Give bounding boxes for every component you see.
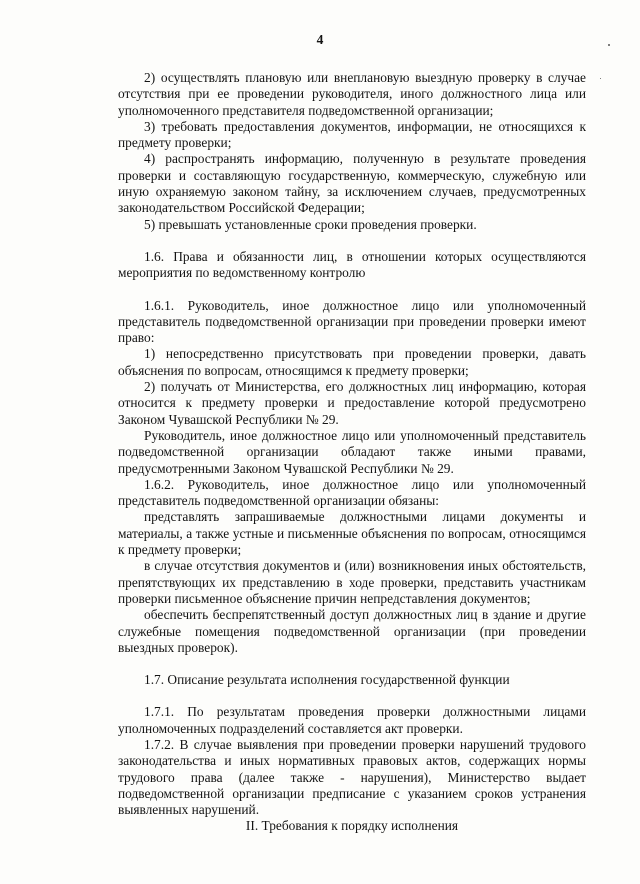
- paragraph-right-2: 2) получать от Министерства, его должностных лиц информацию, которая относится к предмету проверки и предоставление которой предусмотрено Законом Чувашской Республики № 29.: [118, 379, 586, 427]
- paragraph-item-2: 2) осуществлять плановую или внеплановую выездную проверку в случае отсутствия при ее проведении руководителя, иного должностного лица или уполномоченного представителя подведомственной организации;: [118, 70, 586, 118]
- page-number: 4: [316, 32, 324, 47]
- paragraph-right-1: 1) непосредственно присутствовать при проведении проверки, давать объяснения по вопросам, относящимся к предмету проверки;: [118, 346, 586, 378]
- paragraph-1-7-2: 1.7.2. В случае выявления при проведении проверки нарушений трудового законодательства и иных нормативных правовых актов, содержащих нормы трудового права (далее также - нарушения), Министерство выдает подведомственной организации предписание с указанием сроков устранения выявленных нарушений.: [118, 736, 586, 818]
- paragraph-item-5: 5) превышать установленные сроки проведения проверки.: [144, 216, 477, 232]
- document-body: [118, 70, 586, 835]
- paragraph-1-6-2: 1.6.2. Руководитель, иное должностное лицо или уполномоченный представитель подведомственной организации обязаны:: [118, 476, 586, 509]
- chapter-heading-ii: II. Требования к порядку исполнения: [245, 818, 459, 834]
- scan-speck: [600, 78, 601, 79]
- paragraph-duty-2: в случае отсутствия документов и (или) возникновения иных обстоятельств, препятствующих их представлению в ходе проверки, представить участникам проверки письменное объяснение причин непредставления документов;: [118, 558, 586, 606]
- section-heading-1-6: 1.6. Права и обязанности лиц, в отношении которых осуществляются мероприятия по ведомственному контролю: [118, 248, 586, 281]
- paragraph-duty-3: обеспечить беспрепятственный доступ должностных лиц в здание и другие служебные помещения подведомственной организации (при проведении выездных проверок).: [118, 607, 586, 655]
- scan-speck: [608, 44, 610, 46]
- paragraph-1-6-1: 1.6.1. Руководитель, иное должностное лицо или уполномоченный представитель подведомственной организации при проведении проверки имеют право:: [118, 297, 586, 346]
- paragraph-item-4: 4) распространять информацию, полученную в результате проведения проверки и составляющую государственную, коммерческую, служебную или иную охраняемую законом тайну, за исключением случаев, предусмотренных законодательством Российской Федерации;: [118, 151, 586, 216]
- paragraph-duty-1: представлять запрашиваемые должностными лицами документы и материалы, а также устные и письменные объяснения по вопросам, относящимся к предмету проверки;: [118, 509, 586, 558]
- paragraph-other-rights: Руководитель, иное должностное лицо или уполномоченный представитель подведомственной организации обладают также иными правами, предусмотренными Законом Чувашской Республики № 29.: [118, 427, 586, 476]
- paragraph-item-3: 3) требовать предоставления документов, информации, не относящихся к предмету проверки;: [118, 118, 586, 151]
- paragraph-1-7-1: 1.7.1. По результатам проведения проверки должностными лицами уполномоченных подразделений составляется акт проверки.: [118, 704, 586, 736]
- section-heading-1-7: 1.7. Описание результата исполнения государственной функции: [144, 672, 510, 688]
